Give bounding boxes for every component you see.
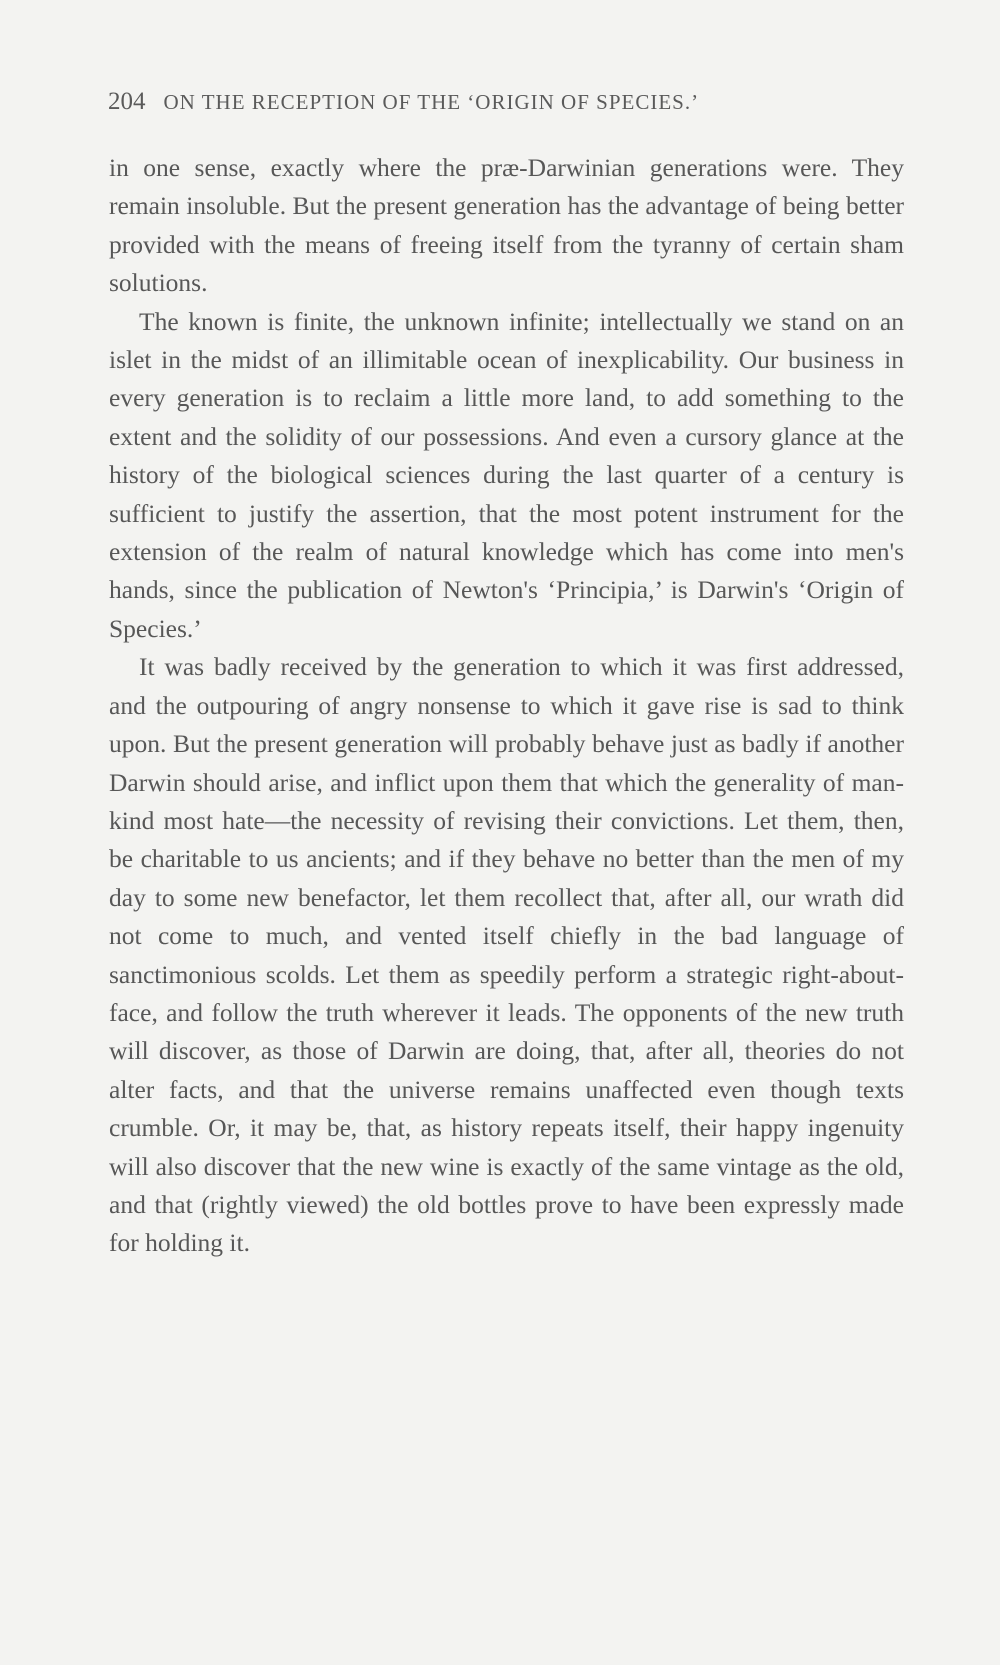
running-title: ON THE RECEPTION OF THE ‘ORIGIN OF SPECIES.’ (163, 90, 700, 114)
page-number: 204 (108, 88, 146, 115)
body-text (109, 149, 904, 1263)
paragraph-known-finite: The known is finite, the unknown infinite; intellectually we stand on an islet in the midst of an illimitable ocean of inexplicability. Our business in every generation is to reclaim a little more land, to add something to the extent and the solidity of our possessions. And even a cursory glance at the history of the biological sciences during the last quarter of a century is sufficient to justify the assertion, that the most potent instrument for the extension of the realm of natural knowledge which has come into men's hands, since the publication of Newton's ‘Principia,’ is Darwin's ‘Origin of Species.’ (109, 306, 904, 643)
running-head (108, 88, 908, 116)
paragraph-continued: in one sense, exactly where the præ-Darwinian generations were. They remain insoluble. But the present generation has the advantage of being better provided with the means of freeing itself from the tyranny of certain sham solutions. (109, 153, 904, 298)
paragraph-badly-received: It was badly received by the generation to which it was first addressed, and the outpouring of angry nonsense to which it gave rise is sad to think upon. But the present generation will probably behave just as badly if another Darwin should arise, and inflict upon them that which the generality of mankind most hate—the necessity of revising their convictions. Let them, then, be charitable to us ancients; and if they behave no better than the men of my day to some new benefactor, let them recollect that, after all, our wrath did not come to much, and vented itself chiefly in the bad language of sanctimonious scolds. Let them as speedily perform a strategic right-about-face, and follow the truth wherever it leads. The opponents of the new truth will discover, as those of Darwin are doing, that, after all, theories do not alter facts, and that the universe remains unaffected even though texts crumble. Or, it may be, that, as history repeats itself, their happy ingenuity will also discover that the new wine is exactly of the same vintage as the old, and that (rightly viewed) the old bottles prove to have been expressly made for holding it. (109, 652, 904, 1258)
